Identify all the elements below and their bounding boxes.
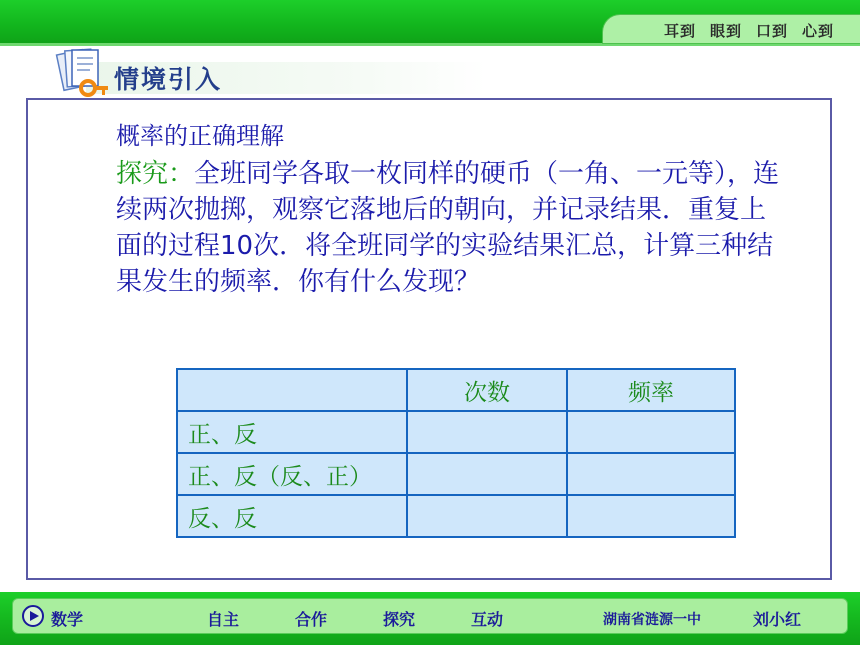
table-cell-frequency[interactable] [567,495,735,537]
table-cell-outcome: 正、反（反、正） [177,453,407,495]
slogan-mouth: 口到 [755,22,788,40]
slogan-heart: 心到 [801,22,834,40]
exploration-text: 全班同学各取一枚同样的硬币（一角、一元等），连续两次抛掷，观察它落地后的朝向，并记录结果．重复上面的过程10次．将全班同学的实验结果汇总，计算三种结果发生的频率．你有什么发现？ [116,159,780,297]
table-row [177,495,735,537]
bottom-nav-panel [12,598,848,634]
slogan-eyes: 眼到 [709,22,742,40]
results-table [176,368,736,538]
slogans [664,20,834,41]
subject-label: 数学 [51,610,84,629]
table-row [177,453,735,495]
table-cell-frequency[interactable] [567,411,735,453]
nav-interact[interactable]: 互动 [471,610,504,629]
content-frame [26,98,832,580]
topic-subtitle: 概率的正确理解 [116,122,284,150]
nav-explore[interactable]: 探究 [383,610,416,629]
nav-cooperation[interactable]: 合作 [295,610,328,629]
bottom-bar [0,592,860,645]
document-key-icon [48,44,116,102]
table-cell-count[interactable] [407,453,567,495]
play-circle-icon[interactable] [21,604,45,628]
table-cell-outcome: 反、反 [177,495,407,537]
section-title: 情境引入 [114,65,223,94]
top-bar [0,0,860,46]
table-header-frequency: 频率 [567,369,735,411]
table-cell-count[interactable] [407,411,567,453]
table-cell-count[interactable] [407,495,567,537]
table-header-row [177,369,735,411]
table-header-count: 次数 [407,369,567,411]
table-cell-frequency[interactable] [567,453,735,495]
author-name: 刘小红 [753,610,802,629]
exploration-paragraph [116,156,786,300]
nav-self-study[interactable]: 自主 [207,610,240,629]
table-cell-outcome: 正、反 [177,411,407,453]
table-row [177,411,735,453]
school-name: 湖南省涟源一中 [603,612,701,628]
slogan-ears: 耳到 [663,22,696,40]
exploration-label: 探究： [116,159,195,189]
table-header-blank [177,369,407,411]
section-heading [42,44,482,102]
